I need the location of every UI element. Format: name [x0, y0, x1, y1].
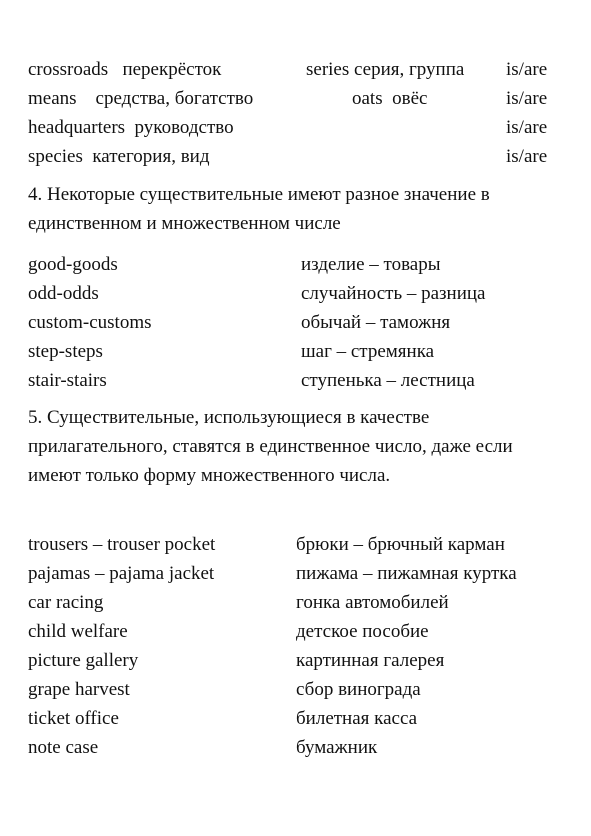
- vocab-right: is/are: [506, 88, 548, 109]
- vocab-english: trousers – trouser pocket: [28, 534, 216, 555]
- vocab-russian: пижама – пижамная куртка: [296, 563, 517, 584]
- vocab-english: grape harvest: [28, 679, 130, 700]
- vocab-russian: гонка автомобилей: [296, 592, 449, 613]
- vocab-english: ticket office: [28, 708, 119, 729]
- vocab-english: odd-odds: [28, 283, 99, 304]
- vocab-russian: бумажник: [296, 737, 378, 758]
- vocab-russian: брюки – брючный карман: [296, 534, 505, 555]
- vocab-left: headquarters руководство: [28, 117, 234, 138]
- vocab-left: species категория, вид: [28, 146, 210, 167]
- vocab-russian: обычай – таможня: [301, 312, 451, 333]
- vocab-russian: случайность – разница: [301, 283, 486, 304]
- vocab-russian: ступенька – лестница: [301, 370, 475, 391]
- vocab-left: crossroads перекрёсток: [28, 59, 222, 80]
- section-5-heading: 5. Существительные, использующиеся в качестве прилагательного, ставятся в единственное число, даже если имеют только форму множественного числа.: [28, 407, 513, 486]
- vocab-middle: oats овёс: [352, 88, 428, 109]
- section-4-heading: 4. Некоторые существительные имеют разное значение в единственном и множественном числе: [28, 184, 490, 234]
- vocab-middle: series серия, группа: [306, 59, 465, 80]
- vocab-english: picture gallery: [28, 650, 139, 671]
- vocab-english: good-goods: [28, 254, 118, 275]
- vocab-russian: шаг – стремянка: [301, 341, 435, 362]
- vocab-english: custom-customs: [28, 312, 152, 333]
- vocab-russian: картинная галерея: [296, 650, 445, 671]
- vocab-russian: детское пособие: [296, 621, 429, 642]
- vocab-russian: сбор винограда: [296, 679, 421, 700]
- vocab-right: is/are: [506, 146, 548, 167]
- vocab-english: step-steps: [28, 341, 103, 362]
- vocab-english: child welfare: [28, 621, 128, 642]
- vocab-left: means средства, богатство: [28, 88, 254, 109]
- vocab-english: pajamas – pajama jacket: [28, 563, 215, 584]
- vocab-english: stair-stairs: [28, 370, 107, 391]
- vocab-russian: изделие – товары: [301, 254, 441, 275]
- vocab-english: note case: [28, 737, 99, 758]
- vocab-russian: билетная касса: [296, 708, 418, 729]
- vocab-english: car racing: [28, 592, 104, 613]
- vocab-right: is/are: [506, 117, 548, 138]
- vocab-right: is/are: [506, 59, 548, 80]
